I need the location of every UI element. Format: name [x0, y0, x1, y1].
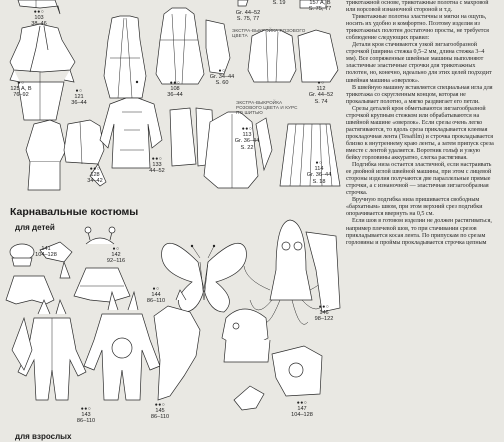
note-extra-pattern-course: ЭКСТРА-ВЫКРОЙКА РОЗОВОГО ЦВЕТА И КУРС ПО ШИТЬЮ — [236, 100, 298, 116]
label-113: ●●○ 113 Gr. 36–44 S. 22 — [234, 126, 260, 151]
figure-121-dress — [104, 16, 146, 98]
text-paragraph: Детали кроя стачиваются узкой зигзагообразной строчкой (ширина стежка 0,5–2 мм, длина стежка 3–4 мм). Все сопряженные швейные машины выполняют эластичные эластичные строчки для трикотажных полотен, но, конечно, идеально для этих целей подходит швейная машина «оверлок». — [346, 42, 492, 84]
label-s19: S. 19 — [272, 0, 286, 6]
text-column — [346, 0, 496, 247]
text-paragraph: В швейную машину вставляется специальная игла для трикотажа со скругленным концом, которая не прокалывает полотно, а мягко раздвигает его петли. — [346, 84, 493, 105]
label-gr-44-52: Gr. 44–52 S. 75, 77 — [235, 10, 261, 23]
subsection-adults: для взрослых — [15, 432, 72, 441]
text-paragraph: Вручную подгибка низа пришивается свободным «бархатным» швом, при этом верхний срез подгибки опорачивается ввернуть на 0,5 см. — [346, 197, 483, 218]
label-108: ●●○ 108 36–44 — [167, 80, 183, 99]
figure-147-costume — [222, 309, 322, 410]
text-paragraph: Срезы деталей кроя обметываются зигзагообразной строчкой крупным стежком или обрабатываются на швейной машине «оверлок». Если срезы очень легко растягиваются, то вдоль среза прикладывается клеевая прокладочная лента (Tesafilm) и строчка прокладывается близко к внутреннему краю ленты, а затем припуск среза вместе с лентой удаляется. Воротник гольф и узкую бейку горловины аккуратно, слегка растягивая. — [346, 105, 494, 162]
section-title: Карнавальные костюмы — [10, 206, 139, 218]
subsection-kids: для детей — [15, 223, 55, 232]
label-133: ●●○ 133 44–52 — [149, 156, 165, 175]
label-143: ●●○ 143 86–110 — [76, 406, 96, 425]
text-paragraph: трикотажной основе, трикотажные полотна с махровой или ворсовой изнаночной стороной и т.д. — [346, 0, 489, 14]
note-extra-pattern: ЭКСТРА-ВЫКРОЙКА РОЗОВОГО ЦВЕТА — [232, 28, 306, 39]
figure-143-jumpsuit — [12, 300, 86, 400]
label-144: ●○ 144 86–110 — [146, 286, 166, 305]
label-141: 141 104–128 — [35, 246, 57, 259]
label-128: ●●○ 128 34–42 — [87, 166, 103, 185]
label-145: ●●○ 145 86–110 — [150, 402, 170, 421]
label-142: ●○ 142 92–116 — [106, 246, 126, 265]
text-paragraph: Подгибка низа остается эластичной, если настраивать ее двойной иглой швейной машины, при этом с лицевой стороны изделия получаются две параллельные прямые строчки, а с изнаночной — эластичная зигзагообразная строчка. — [346, 162, 492, 197]
label-125: ●○ 125 A, B 76–92 — [10, 80, 32, 99]
label-gr-34-44: ●○ Gr. 34–44 S. 60 — [209, 68, 235, 87]
label-103: ●●○ 103 38–46 — [22, 9, 56, 28]
text-paragraph: Если шов в готовом изделии не должен растягиваться, например плечевой шов, то при стачивании срезов прикладывается косая лента. По припускам по срезам горловины и проймы прокладывается строчка цепным — [346, 218, 492, 246]
pattern-dots: ●●○ — [33, 9, 45, 15]
label-114: ●○ 114 Gr. 36–44 S. 18 — [306, 160, 332, 185]
label-146: ●●○ 146 98–122 — [314, 304, 334, 323]
label-157: 157 A, B S. 75, 77 — [308, 0, 332, 13]
label-121: ●○ 121 36–44 — [71, 88, 87, 107]
label-112: ●○ 112 Gr. 44–52 S. 74 — [308, 80, 334, 105]
label-147: ●●○ 147 104–128 — [291, 400, 313, 419]
text-paragraph: Трикотажные полотна эластичны и мягки на ощупь, носить их удобно и комфортно. Поэтому изделия из трикотажных полотен достаточно просты, не требуется соблюдение следующих правил: — [346, 14, 489, 42]
